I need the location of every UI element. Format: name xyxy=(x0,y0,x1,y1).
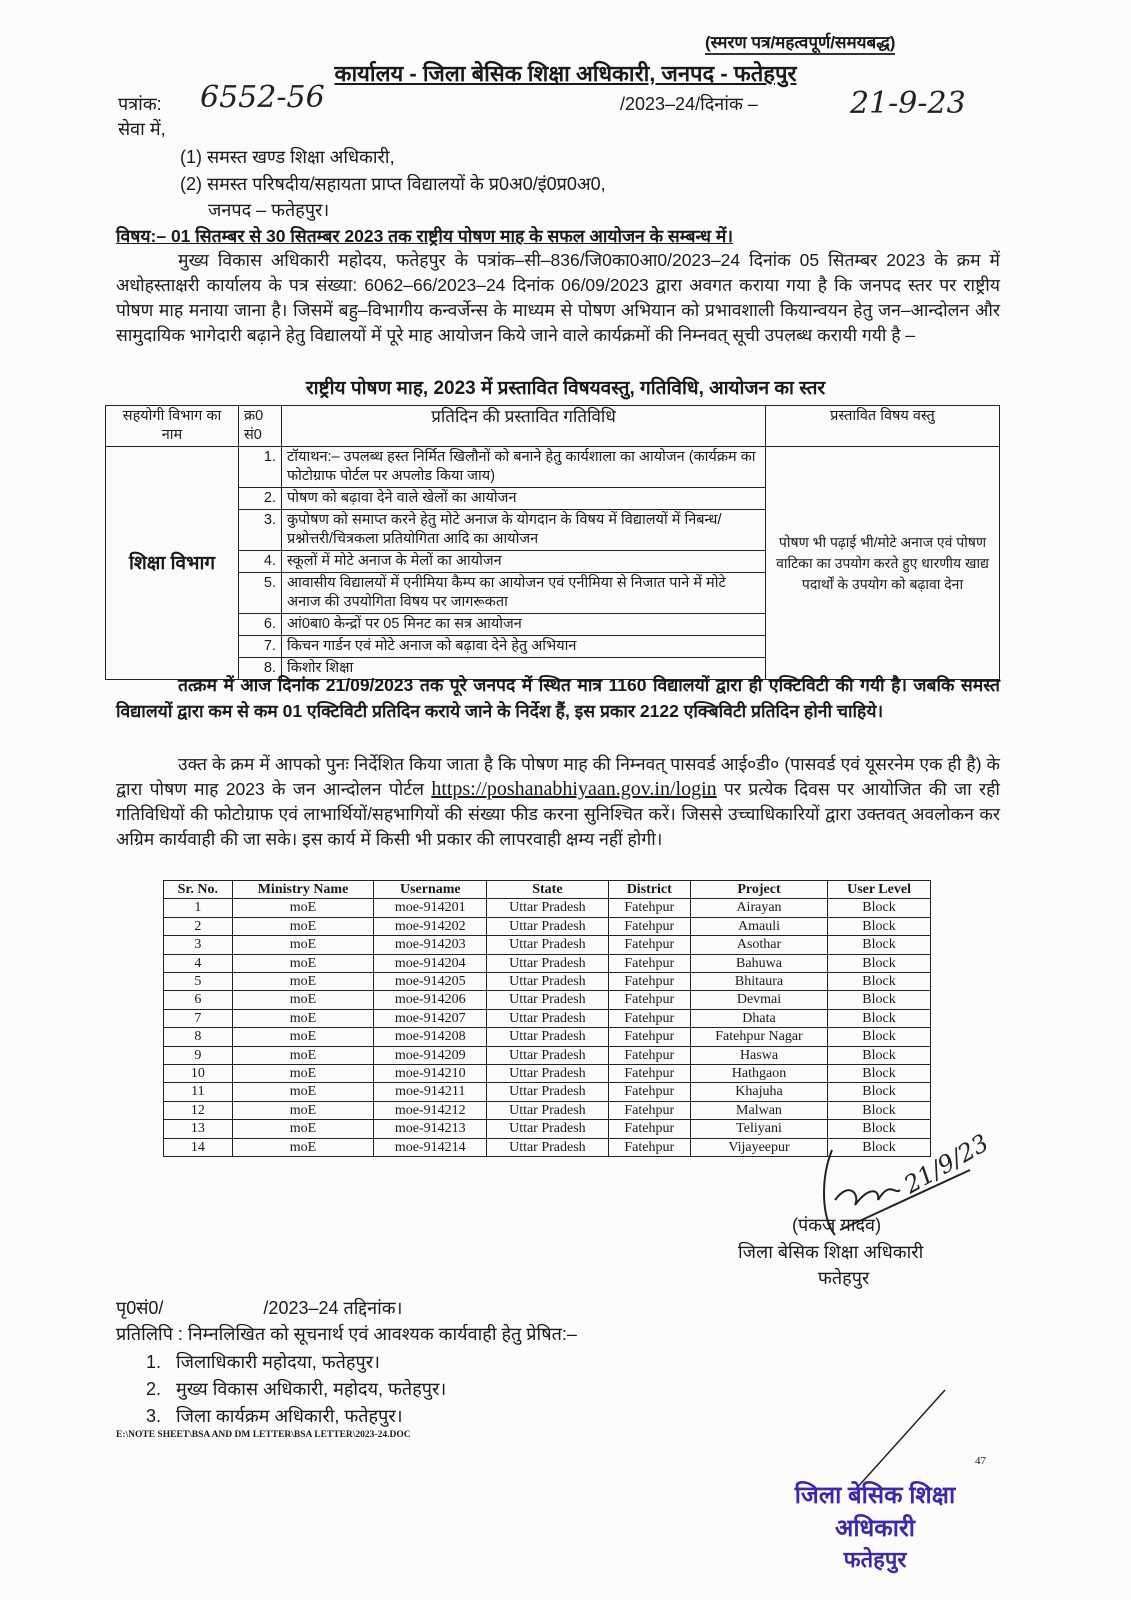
header-theme: प्रस्तावित विषय वस्तु xyxy=(766,406,1000,447)
table-cell: Haswa xyxy=(690,1046,827,1064)
table-cell: moE xyxy=(232,1101,374,1119)
table-cell: Uttar Pradesh xyxy=(487,1101,608,1119)
table-cell: moe-914206 xyxy=(374,991,487,1009)
table-cell: Block xyxy=(828,899,931,917)
table-cell: moe-914213 xyxy=(374,1120,487,1138)
table-cell: Fatehpur xyxy=(608,1101,690,1119)
row-no: 4. xyxy=(239,551,282,573)
table-cell: Devmai xyxy=(690,991,827,1009)
table-cell: Block xyxy=(828,1138,931,1156)
table-cell: Block xyxy=(828,1009,931,1027)
login-table xyxy=(163,880,931,1157)
table-cell: Airayan xyxy=(690,899,827,917)
table-cell: Asothar xyxy=(690,936,827,954)
table-cell: moe-914202 xyxy=(374,917,487,935)
table-cell: moE xyxy=(232,991,374,1009)
table-row xyxy=(164,1009,931,1027)
table-cell: moe-914214 xyxy=(374,1138,487,1156)
table-cell: moE xyxy=(232,899,374,917)
table-cell: moe-914207 xyxy=(374,1009,487,1027)
table-cell: Uttar Pradesh xyxy=(487,973,608,991)
table-row xyxy=(164,917,931,935)
table-cell: 7 xyxy=(164,1009,233,1027)
stamp-line-1: जिला बेसिक शिक्षा अधिकारी xyxy=(794,1482,956,1542)
table-cell: 8 xyxy=(164,1028,233,1046)
table-row xyxy=(164,1083,931,1101)
paragraph-3-text: उक्त के क्रम में आपको पुनः निर्देशित किया जाता है कि पोषण माह की निम्नवत् पासवर्ड आई०डी० (पासवर्ड एवं यूसरनेम एक ही है) के द्वारा पोषण माह 2023 के जन आन्दोलन पोर्टल xyxy=(116,754,1000,799)
table-cell: Uttar Pradesh xyxy=(487,1120,608,1138)
year-date-label: /2023–24/दिनांक – xyxy=(620,94,758,114)
table-cell: Block xyxy=(828,973,931,991)
subject-line: विषय:– 01 सितम्बर से 30 सितम्बर 2023 तक राष्ट्रीय पोषण माह के सफल आयोजन के सम्बन्ध में। xyxy=(116,226,734,246)
table-cell: Bahuwa xyxy=(690,954,827,972)
table-cell: moe-914205 xyxy=(374,973,487,991)
table-cell: 5 xyxy=(164,973,233,991)
table-cell: Fatehpur Nagar xyxy=(690,1028,827,1046)
row-no: 2. xyxy=(239,488,282,510)
row-no: 3. xyxy=(239,510,282,551)
table-cell: 1 xyxy=(164,899,233,917)
signature-date: 21/9/23 xyxy=(899,1128,994,1200)
table-cell: Fatehpur xyxy=(608,917,690,935)
table-row xyxy=(164,1028,931,1046)
table-row xyxy=(164,1046,931,1064)
table-cell: Fatehpur xyxy=(608,1046,690,1064)
header-activity: प्रतिदिन की प्रस्तावित गतिविधि xyxy=(282,406,766,447)
table-cell: moe-914209 xyxy=(374,1046,487,1064)
row-no: 8. xyxy=(239,658,282,680)
table-cell: Block xyxy=(828,1046,931,1064)
table-cell: moe-914208 xyxy=(374,1028,487,1046)
table-cell: Uttar Pradesh xyxy=(487,899,608,917)
table-cell: moE xyxy=(232,917,374,935)
table-cell: Khajuha xyxy=(690,1083,827,1101)
date-handwritten: 21-9-23 xyxy=(850,86,966,121)
table-cell: Amauli xyxy=(690,917,827,935)
login-table-header: Ministry Name xyxy=(232,881,374,899)
row-activity: स्कूलों में मोटे अनाज के मेलों का आयोजन xyxy=(282,551,766,573)
table-row xyxy=(164,973,931,991)
endorsement-ref: पृ0सं0/ /2023–24 तद्दिनांक। xyxy=(116,1298,403,1318)
table-cell: moE xyxy=(232,1009,374,1027)
table-cell: Dhata xyxy=(690,1009,827,1027)
paragraph-1: मुख्य विकास अधिकारी महोदय, फतेहपुर के पत्रांक–सी–836/जि0का0आ0/2023–24 दिनांक 05 सितम्बर 2023 के क्रम में अधोहस्ताक्षरी कार्यालय के पत्र संख्या: 6062–66/2023–24 दिनांक 06/09/2023 द्वारा अवगत कराया गया है कि जनपद स्तर पर राष्ट्रीय पोषण माह मनाया जाना है। जिसमें बहु–विभागीय कन्वर्जेन्स के माध्यम से पोषण अभियान को प्रभावशाली कियान्वयन हेतु जन–आन्दोलन और सामुदायिक भागेदारी बढ़ाने हेतु विद्यालयों में पूरे माह आयोजन किये जाने वाले कार्यक्रमों की निम्नवत् सूची उपलब्ध करायी गयी है – xyxy=(116,250,1000,345)
table-cell: Fatehpur xyxy=(608,1009,690,1027)
signatory-name: (पंकज यादव) xyxy=(792,1215,882,1235)
table-cell: moe-914212 xyxy=(374,1101,487,1119)
table-cell: moe-914203 xyxy=(374,936,487,954)
table-cell: Uttar Pradesh xyxy=(487,917,608,935)
ref-number-handwritten: 6552-56 xyxy=(200,80,325,115)
signatory-place: फतेहपुर xyxy=(818,1268,870,1288)
table-cell: Block xyxy=(828,1065,931,1083)
copy-line: प्रतिलिपि : निम्नलिखित को सूचनार्थ एवं आवश्यक कार्यवाही हेतु प्रेषित:– xyxy=(116,1324,577,1344)
paragraph-3-text-continued: पर प्रत्येक दिवस पर आयोजित की जा रही गतिविधियों की फोटोग्राफ एवं लाभार्थियों/सहभागियों की संख्या फीड करना सुनिश्चित करें। जिससे उच्चाधिकारियों द्वारा उक्तवत् अवलोकन कर अग्रिम कार्यवाही की जा सके। इस कार्य में किसी भी प्रकार की लापरवाही क्षम्य नहीं होगी। xyxy=(116,779,1000,849)
table-cell: Fatehpur xyxy=(608,1028,690,1046)
row-activity: किशोर शिक्षा xyxy=(282,658,766,680)
table-cell: Block xyxy=(828,1120,931,1138)
signatory-designation: जिला बेसिक शिक्षा अधिकारी xyxy=(738,1242,924,1262)
table-cell: 14 xyxy=(164,1138,233,1156)
table-cell: Uttar Pradesh xyxy=(487,1046,608,1064)
paragraph-3 xyxy=(116,752,1000,852)
table-row xyxy=(164,899,931,917)
login-table-header: Username xyxy=(374,881,487,899)
ref-label: पत्रांक: xyxy=(118,94,162,114)
table-cell: moE xyxy=(232,1083,374,1101)
table-cell: Hathgaon xyxy=(690,1065,827,1083)
table-cell: 10 xyxy=(164,1065,233,1083)
table-cell: moe-914211 xyxy=(374,1083,487,1101)
addressee-3: जनपद – फतेहपुर। xyxy=(208,200,330,220)
header-sr-no: क्र0 सं0 xyxy=(239,406,282,447)
table-cell: Uttar Pradesh xyxy=(487,1009,608,1027)
table-cell: Fatehpur xyxy=(608,1065,690,1083)
table-cell: Fatehpur xyxy=(608,973,690,991)
table-cell: Fatehpur xyxy=(608,1120,690,1138)
table-cell: 3 xyxy=(164,936,233,954)
table-cell: Teliyani xyxy=(690,1120,827,1138)
table-cell: moE xyxy=(232,1046,374,1064)
salutation: सेवा में, xyxy=(118,119,166,139)
table-cell: Fatehpur xyxy=(608,991,690,1009)
table-cell: Uttar Pradesh xyxy=(487,1065,608,1083)
row-activity: कुपोषण को समाप्त करने हेतु मोटे अनाज के योगदान के विषय में विद्यालयों में निबन्ध/प्रश्नोत्तरी/चित्रकला प्रतियोगिता आदि का आयोजन xyxy=(282,510,766,551)
table-cell: Fatehpur xyxy=(608,1138,690,1156)
table-cell: Block xyxy=(828,917,931,935)
table-cell: moE xyxy=(232,1065,374,1083)
row-no: 6. xyxy=(239,614,282,636)
table-cell: moe-914204 xyxy=(374,954,487,972)
department-cell: शिक्षा विभाग xyxy=(106,447,239,680)
table-cell: Malwan xyxy=(690,1101,827,1119)
table-cell: Fatehpur xyxy=(608,899,690,917)
row-no: 5. xyxy=(239,573,282,614)
table-cell: Fatehpur xyxy=(608,1083,690,1101)
recipient-1: 1. जिलाधिकारी महोदया, फतेहपुर। xyxy=(146,1352,380,1372)
table-cell: moE xyxy=(232,1120,374,1138)
page-number: 47 xyxy=(975,1455,986,1467)
table-cell: Bhitaura xyxy=(690,973,827,991)
table-cell: moE xyxy=(232,936,374,954)
table-cell: Block xyxy=(828,991,931,1009)
table-cell: Uttar Pradesh xyxy=(487,1138,608,1156)
table-cell: moe-914210 xyxy=(374,1065,487,1083)
theme-cell: पोषण भी पढ़ाई भी/मोटे अनाज एवं पोषण वाटिका का उपयोग करते हुए धारणीय खाद्य पदार्थों के उपयोग को बढ़ावा देना xyxy=(766,447,1000,680)
row-no: 7. xyxy=(239,636,282,658)
table-row xyxy=(164,1120,931,1138)
login-table-header: State xyxy=(487,881,608,899)
addressee-2: (2) समस्त परिषदीय/सहायता प्राप्त विद्यालयों के प्र0अ0/इं0प्र0अ0, xyxy=(180,174,606,194)
table-row xyxy=(164,991,931,1009)
table-cell: Uttar Pradesh xyxy=(487,936,608,954)
portal-link[interactable]: https://poshanabhiyaan.gov.in/login xyxy=(431,778,717,800)
row-activity: किचन गार्डन एवं मोटे अनाज को बढ़ावा देने हेतु अभियान xyxy=(282,636,766,658)
table-cell: 2 xyxy=(164,917,233,935)
table-row xyxy=(164,954,931,972)
table-cell: Uttar Pradesh xyxy=(487,954,608,972)
document-tag: (स्मरण पत्र/महत्वपूर्ण/समयबद्ध) xyxy=(705,30,895,55)
table-cell: moE xyxy=(232,954,374,972)
table-cell: Fatehpur xyxy=(608,936,690,954)
header-department: सहयोगी विभाग का नाम xyxy=(106,406,239,447)
table-row xyxy=(164,1101,931,1119)
table-cell: Vijayeepur xyxy=(690,1138,827,1156)
activity-table xyxy=(105,405,1000,680)
login-table-header: Sr. No. xyxy=(164,881,233,899)
file-path: E:\NOTE SHEET\BSA AND DM LETTER\BSA LETTER\2023-24.DOC xyxy=(116,1430,411,1440)
office-title: कार्यालय - जिला बेसिक शिक्षा अधिकारी, जनपद - फतेहपुर xyxy=(334,61,797,86)
stamp-line-2: फतेहपुर xyxy=(843,1547,907,1572)
login-table-header: Project xyxy=(690,881,827,899)
row-activity: आवासीय विद्यालयों में एनीमिया कैम्प का आयोजन एवं एनीमिया से निजात पाने में मोटे अनाज की उपयोगिता विषय पर जागरूकता xyxy=(282,573,766,614)
login-table-header: User Level xyxy=(828,881,931,899)
table-cell: moE xyxy=(232,1028,374,1046)
login-table-header: District xyxy=(608,881,690,899)
row-activity: पोषण को बढ़ावा देने वाले खेलों का आयोजन xyxy=(282,488,766,510)
row-no: 1. xyxy=(239,447,282,488)
table-row xyxy=(164,1065,931,1083)
table-cell: Block xyxy=(828,936,931,954)
table-cell: Uttar Pradesh xyxy=(487,991,608,1009)
table-cell: Uttar Pradesh xyxy=(487,1028,608,1046)
table-cell: 13 xyxy=(164,1120,233,1138)
table-cell: moe-914201 xyxy=(374,899,487,917)
table-cell: 6 xyxy=(164,991,233,1009)
table-cell: Block xyxy=(828,1083,931,1101)
table-cell: Uttar Pradesh xyxy=(487,1083,608,1101)
recipient-2: 2. मुख्य विकास अधिकारी, महोदय, फतेहपुर। xyxy=(146,1379,447,1399)
table-row xyxy=(164,936,931,954)
table-cell: Block xyxy=(828,1101,931,1119)
table-cell: 12 xyxy=(164,1101,233,1119)
row-activity: टॉयाथन:– उपलब्ध हस्त निर्मित खिलौनों को बनाने हेतु कार्यशाला का आयोजन (कार्यक्रम का फोटोग्राफ पोर्टल पर अपलोड किया जाय) xyxy=(282,447,766,488)
paragraph-2: तत्क्रम में आज दिनांक 21/09/2023 तक पूरे जनपद में स्थित मात्र 1160 विद्यालयों द्वारा ही एक्टिविटी की गयी है। जबकि समस्त विद्यालयों द्वारा कम से कम 01 एक्टिविटी प्रतिदिन कराये जाने के निर्देश हैं, इस प्रकार 2122 एक्बिविटी प्रतिदिन होनी चाहिये। xyxy=(116,675,1000,721)
table-cell: 9 xyxy=(164,1046,233,1064)
activity-table-title: राष्ट्रीय पोषण माह, 2023 में प्रस्तावित विषयवस्तु, गतिविधि, आयोजन का स्तर xyxy=(305,378,826,399)
table-cell: Block xyxy=(828,1028,931,1046)
table-cell: Fatehpur xyxy=(608,954,690,972)
table-cell: moE xyxy=(232,973,374,991)
row-activity: आं0बा0 केन्द्रों पर 05 मिनट का सत्र आयोजन xyxy=(282,614,766,636)
table-cell: 4 xyxy=(164,954,233,972)
addressee-1: (1) समस्त खण्ड शिक्षा अधिकारी, xyxy=(180,147,395,167)
table-cell: 11 xyxy=(164,1083,233,1101)
recipient-3: 3. जिला कार्यक्रम अधिकारी, फतेहपुर। xyxy=(146,1406,403,1426)
office-stamp xyxy=(755,1478,995,1574)
table-cell: moE xyxy=(232,1138,374,1156)
table-cell: Block xyxy=(828,954,931,972)
